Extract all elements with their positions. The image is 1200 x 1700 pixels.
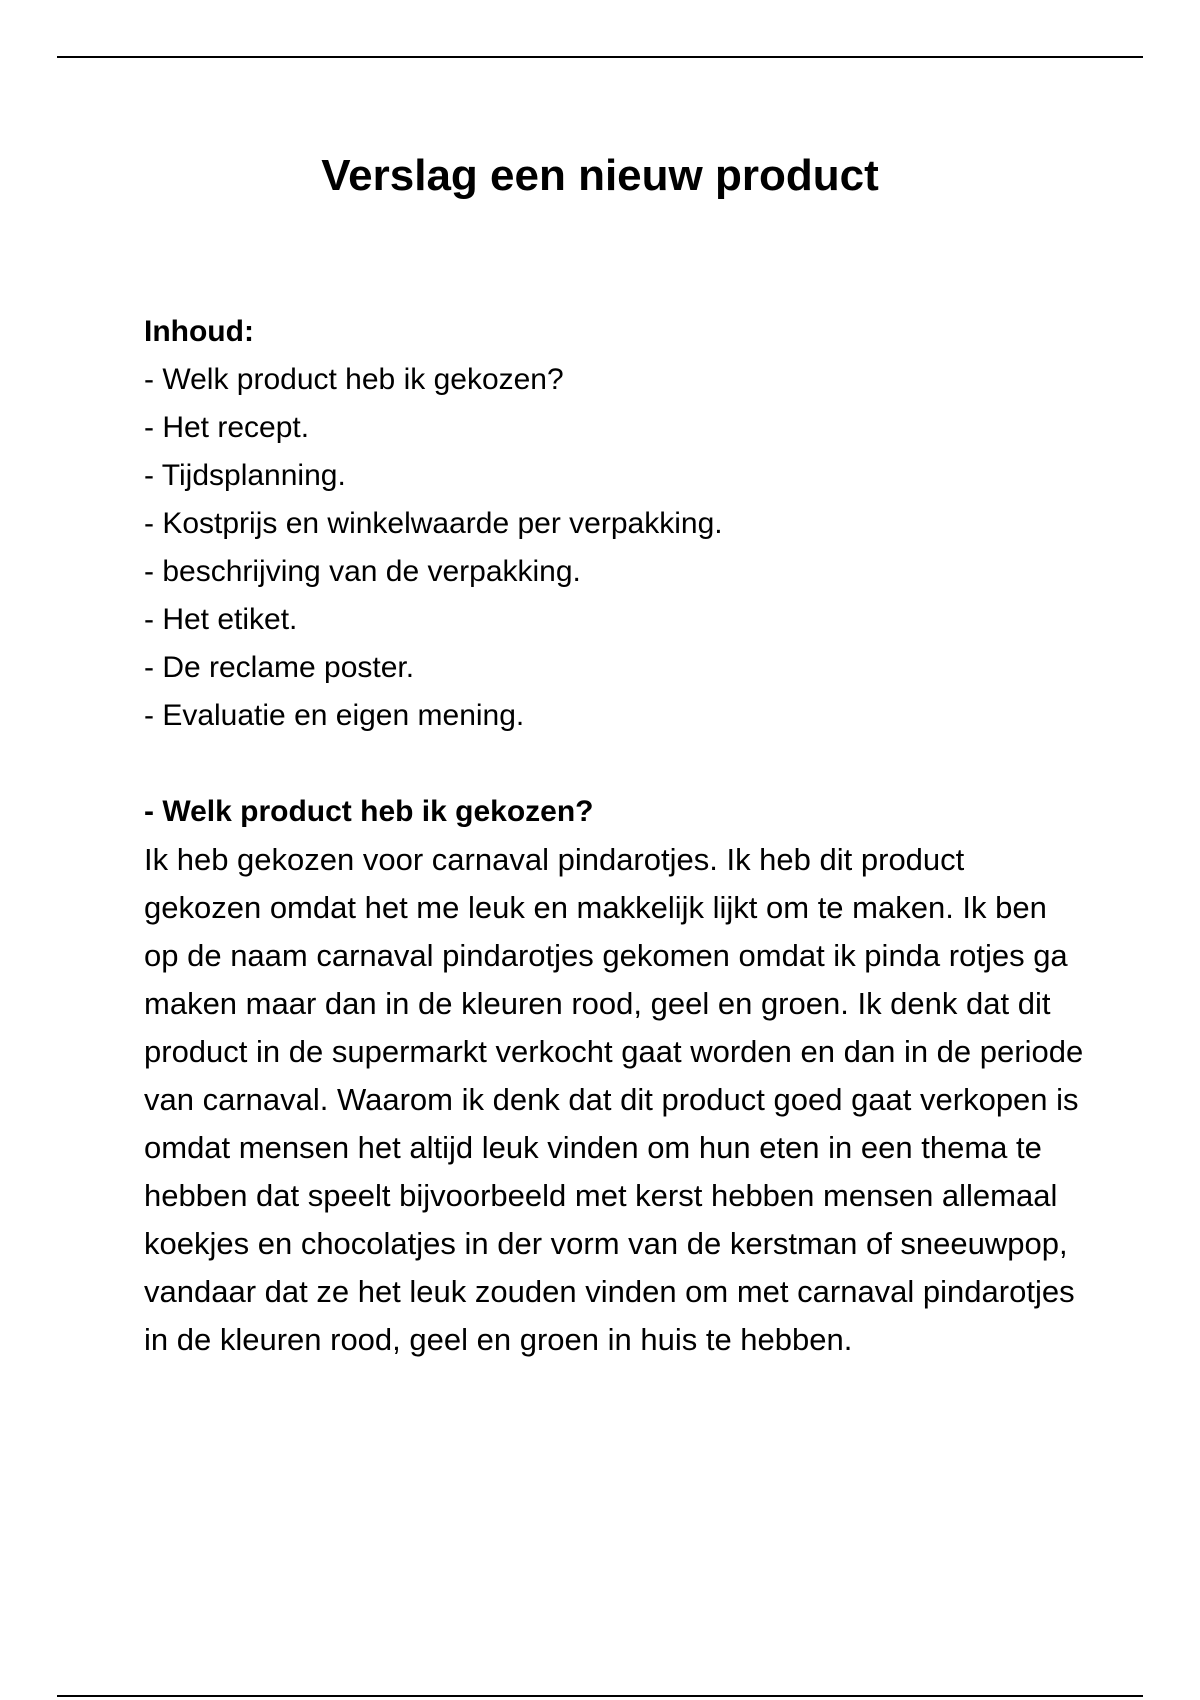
toc-item: - Tijdsplanning. xyxy=(144,459,346,492)
page-title: Verslag een nieuw product xyxy=(321,151,879,200)
toc-item: - Kostprijs en winkelwaarde per verpakking. xyxy=(144,507,723,540)
header-rule xyxy=(57,56,1143,58)
toc-list xyxy=(144,356,1084,740)
document-body xyxy=(144,308,1084,1364)
toc-item: - Evaluatie en eigen mening. xyxy=(144,699,525,732)
section-paragraph: Ik heb gekozen voor carnaval pindarotjes. Ik heb dit product gekozen omdat het me leuk en makkelijk lijkt om te maken. Ik ben op de naam carnaval pindarotjes gekomen omdat ik pinda rotjes ga maken maar dan in de kleuren rood, geel en groen. Ik denk dat dit product in de supermarkt verkocht gaat worden en dan in de periode van carnaval. Waarom ik denk dat dit product goed gaat verkopen is omdat mensen het altijd leuk vinden om hun eten in een thema te hebben dat speelt bijvoorbeeld met kerst hebben mensen allemaal koekjes en chocolatjes in der vorm van de kerstman of sneeuwpop, vandaar dat ze het leuk zouden vinden om met carnaval pindarotjes in de kleuren rood, geel en groen in huis te hebben. xyxy=(144,842,1084,1357)
toc-item: - beschrijving van de verpakking. xyxy=(144,555,581,588)
section-product-choice xyxy=(144,788,1084,1364)
toc-item: - Het recept. xyxy=(144,411,310,444)
toc-heading: Inhoud: xyxy=(144,315,254,348)
toc-item: - Welk product heb ik gekozen? xyxy=(144,363,564,396)
toc-item: - Het etiket. xyxy=(144,603,298,636)
footer-rule xyxy=(57,1695,1143,1697)
section-heading: - Welk product heb ik gekozen? xyxy=(144,795,594,828)
toc-item: - De reclame poster. xyxy=(144,651,415,684)
